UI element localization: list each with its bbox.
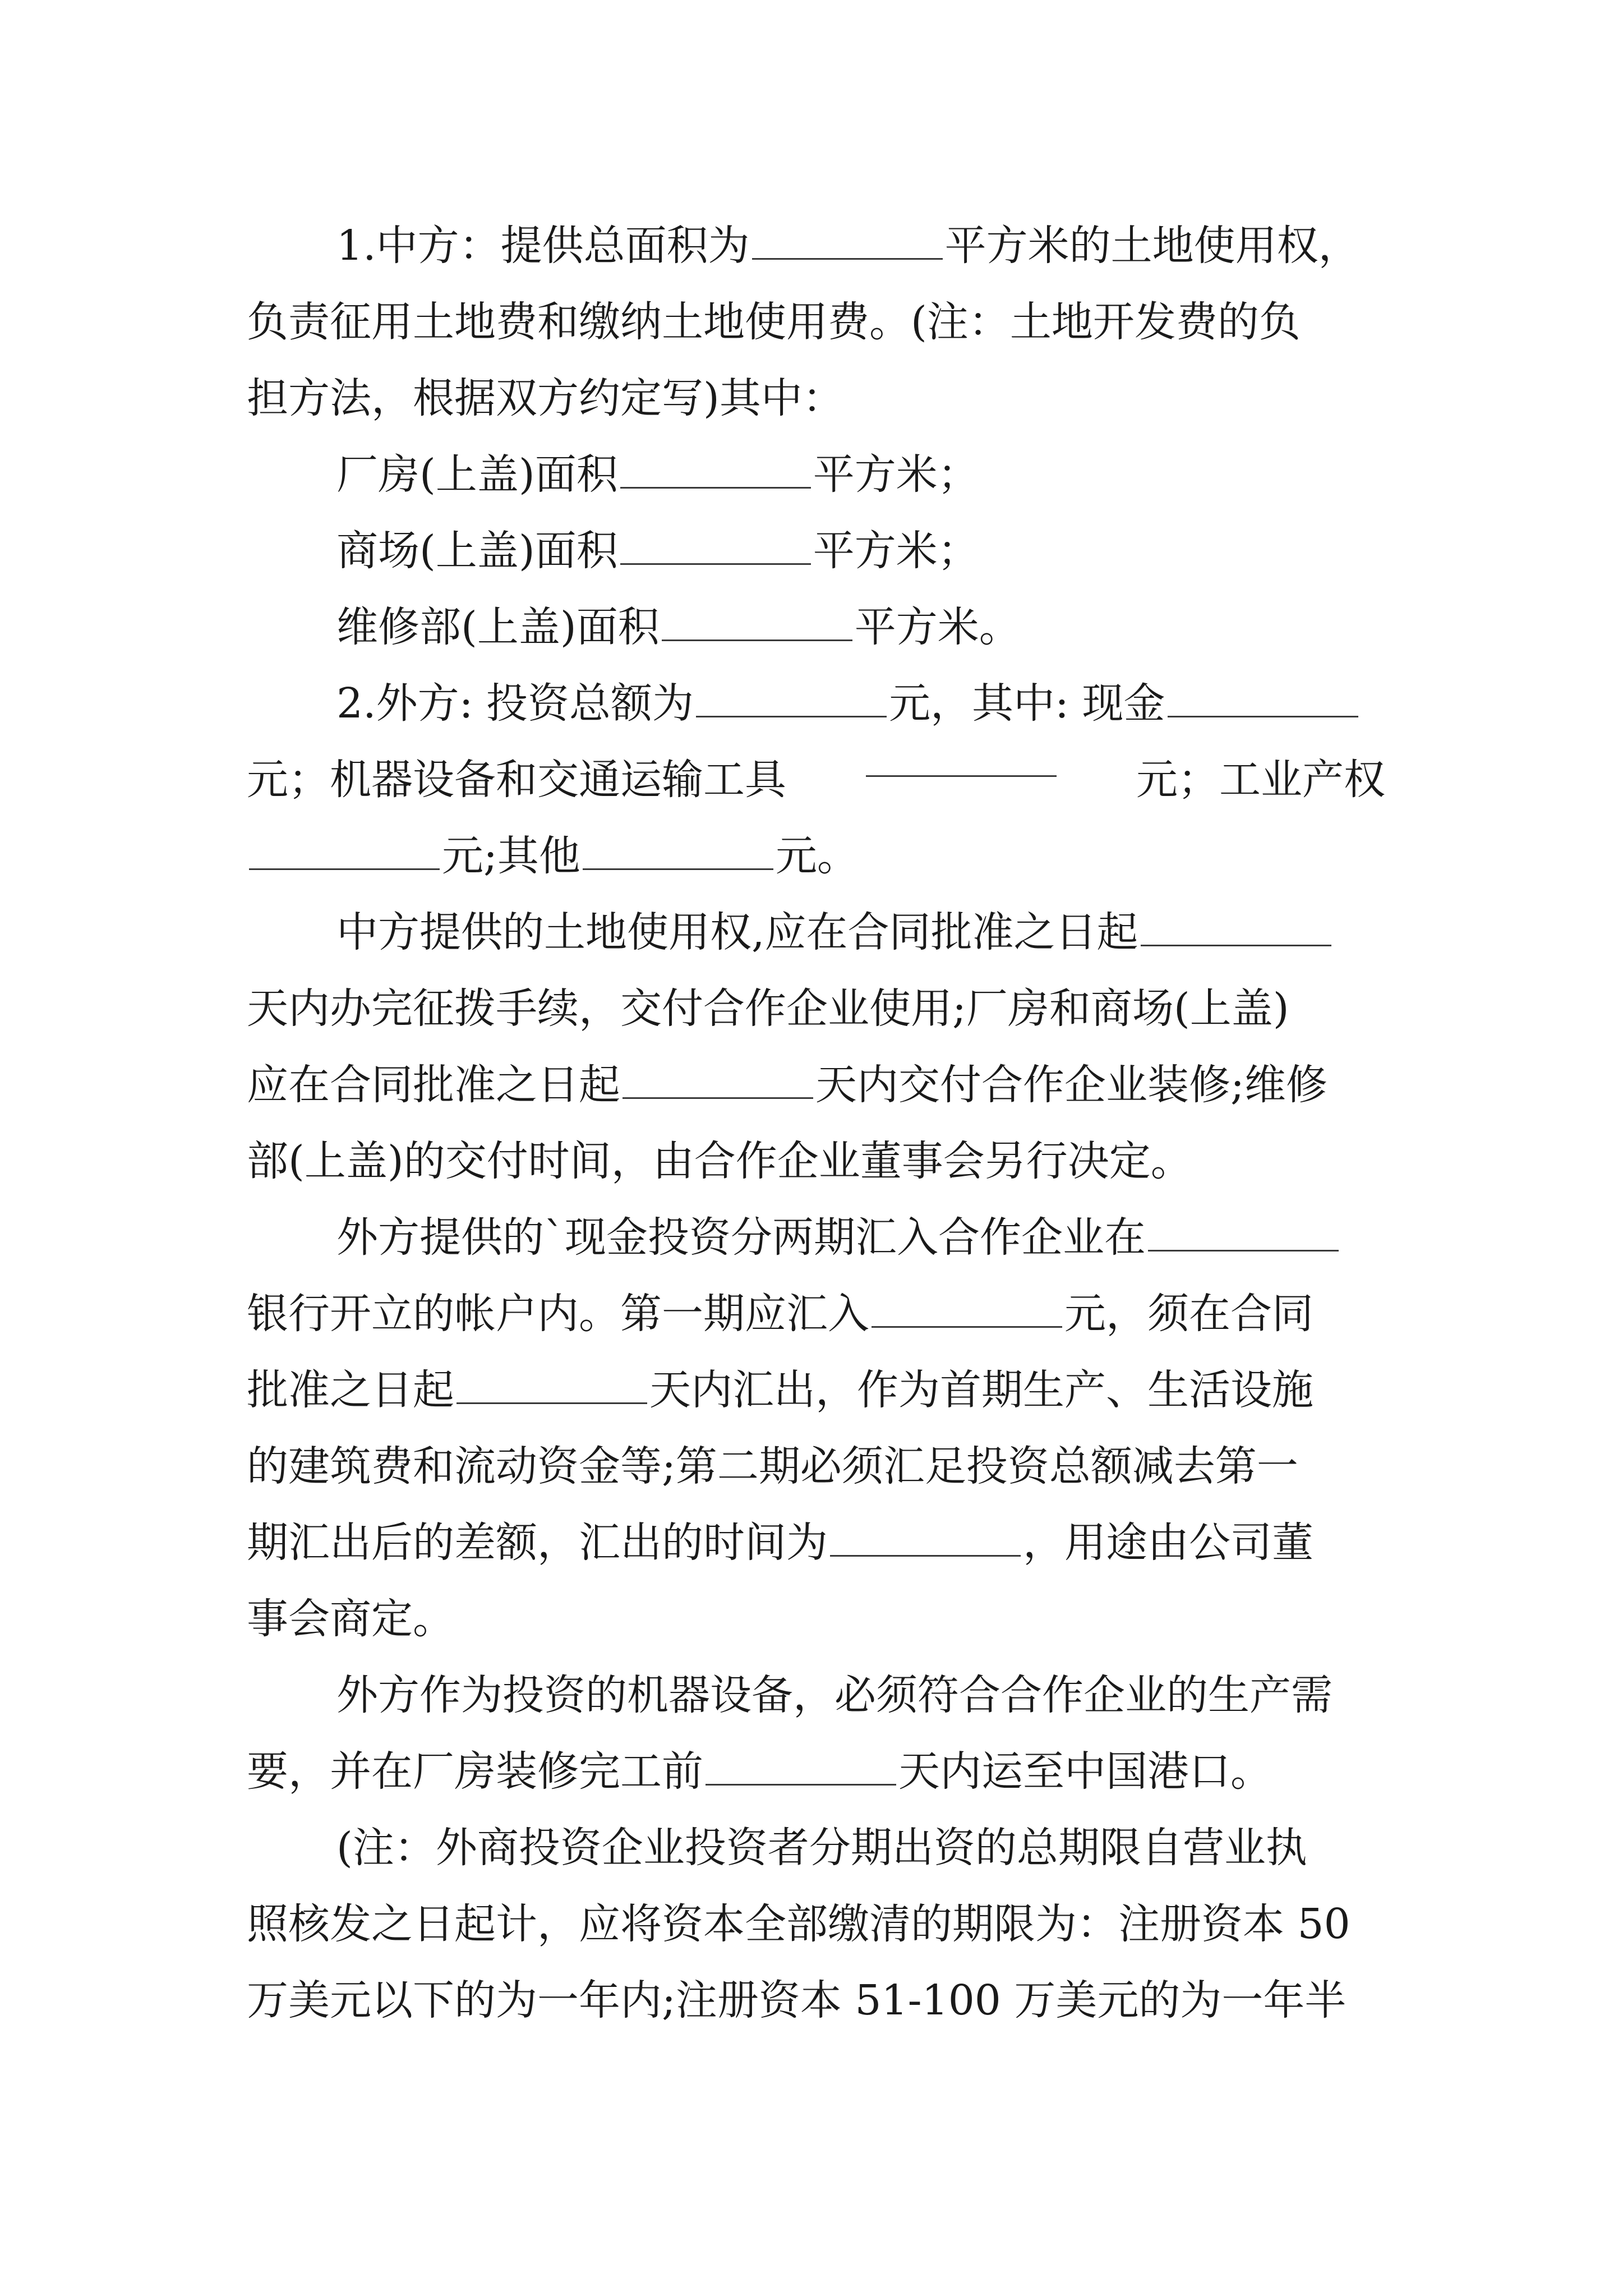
text-segment: 照核发之日起计，应将资本全部缴清的期限为：注册资本 50 bbox=[247, 1900, 1350, 1948]
text-segment: 银行开立的帐户内。第一期应汇入 bbox=[247, 1290, 869, 1338]
text-segment: 平方米的土地使用权， bbox=[944, 222, 1360, 270]
text-line bbox=[247, 208, 1385, 284]
fill-in-blank bbox=[696, 682, 887, 717]
text-segment: 天内运至中国港口。 bbox=[898, 1747, 1272, 1796]
text-line bbox=[247, 1428, 1385, 1504]
text-segment: ，用途由公司董 bbox=[1023, 1519, 1313, 1567]
text-line bbox=[247, 1886, 1385, 1962]
text-segment: 事会商定。 bbox=[247, 1595, 454, 1643]
fill-in-blank bbox=[866, 742, 1057, 777]
text-line bbox=[247, 360, 1385, 436]
fill-in-blank bbox=[1148, 1216, 1339, 1251]
text-segment: 元，其中: 现金 bbox=[889, 679, 1165, 728]
text-segment: 平方米。 bbox=[854, 603, 1021, 651]
text-segment: 元;其他 bbox=[442, 832, 580, 880]
text-segment: 1.中方：提供总面积为 bbox=[336, 222, 750, 270]
text-segment: 元，须在合同 bbox=[1064, 1290, 1313, 1338]
text-line bbox=[247, 665, 1385, 742]
text-segment: 天内办完征拨手续，交付合作企业使用;厂房和商场(上盖) bbox=[247, 984, 1289, 1033]
fill-in-blank bbox=[1141, 911, 1331, 946]
text-segment: 维修部(上盖)面积 bbox=[336, 603, 660, 651]
text-segment: 平方米； bbox=[813, 527, 979, 575]
text-segment: 天内交付合作企业装修;维修 bbox=[815, 1061, 1327, 1109]
text-segment: 中方提供的土地使用权,应在合同批准之日起 bbox=[336, 908, 1138, 956]
text-segment: 2.外方: 投资总额为 bbox=[336, 679, 694, 728]
text-line bbox=[247, 1352, 1385, 1428]
text-line bbox=[247, 970, 1385, 1047]
fill-in-blank bbox=[752, 224, 943, 260]
text-line bbox=[247, 1123, 1385, 1199]
fill-in-blank bbox=[1168, 682, 1358, 717]
text-segment: 要，并在厂房装修完工前 bbox=[247, 1747, 703, 1796]
text-line bbox=[247, 1810, 1385, 1886]
text-segment: 万美元以下的为一年内;注册资本 51-100 万美元的为一年半 bbox=[247, 1976, 1347, 2024]
text-segment: 厂房(上盖)面积 bbox=[336, 450, 618, 499]
text-segment: 元；机器设备和交通运输工具 bbox=[247, 756, 786, 804]
text-line bbox=[247, 1962, 1385, 2039]
text-segment: 批准之日起 bbox=[247, 1366, 454, 1414]
text-segment: 部(上盖)的交付时间，由合作企业董事会另行决定。 bbox=[247, 1137, 1192, 1185]
fill-in-blank bbox=[662, 606, 852, 641]
text-line bbox=[247, 1581, 1385, 1657]
text-line bbox=[247, 1504, 1385, 1581]
text-line bbox=[247, 513, 1385, 589]
text-line bbox=[247, 1199, 1385, 1276]
document-body bbox=[247, 208, 1385, 2039]
text-line bbox=[247, 1047, 1385, 1123]
fill-in-blank bbox=[620, 453, 811, 489]
text-line bbox=[247, 894, 1385, 970]
text-segment: 负责征用土地费和缴纳土地使用费。(注：土地开发费的负 bbox=[247, 298, 1301, 346]
text-line bbox=[247, 742, 1385, 818]
text-segment: 商场(上盖)面积 bbox=[336, 527, 618, 575]
fill-in-blank bbox=[706, 1750, 896, 1786]
fill-in-blank bbox=[457, 1369, 647, 1404]
text-line bbox=[247, 589, 1385, 665]
text-segment: 外方作为投资的机器设备，必须符合合作企业的生产需 bbox=[336, 1671, 1332, 1719]
text-segment: 元；工业产权 bbox=[1136, 756, 1385, 804]
fill-in-blank bbox=[623, 1064, 813, 1099]
text-segment: 担方法，根据双方约定写)其中： bbox=[247, 374, 844, 422]
text-line bbox=[247, 1657, 1385, 1733]
text-line bbox=[247, 1276, 1385, 1352]
text-segment: 外方提供的`现金投资分两期汇入合作企业在 bbox=[336, 1213, 1146, 1262]
fill-in-blank bbox=[872, 1292, 1062, 1328]
text-line bbox=[247, 818, 1385, 894]
text-segment: 平方米； bbox=[813, 450, 979, 499]
text-segment: 应在合同批准之日起 bbox=[247, 1061, 620, 1109]
text-segment: 期汇出后的差额，汇出的时间为 bbox=[247, 1519, 828, 1567]
fill-in-blank bbox=[830, 1521, 1021, 1557]
fill-in-blank bbox=[249, 835, 440, 870]
fill-in-blank bbox=[620, 530, 811, 565]
text-line bbox=[247, 436, 1385, 513]
text-segment: 元。 bbox=[775, 832, 859, 880]
text-segment: 天内汇出，作为首期生产、生活设施 bbox=[649, 1366, 1313, 1414]
fill-in-blank bbox=[583, 835, 773, 870]
text-line bbox=[247, 284, 1385, 360]
text-line bbox=[247, 1733, 1385, 1810]
text-segment: 的建筑费和流动资金等;第二期必须汇足投资总额减去第一 bbox=[247, 1442, 1298, 1490]
text-segment: (注：外商投资企业投资者分期出资的总期限自营业执 bbox=[336, 1824, 1307, 1872]
